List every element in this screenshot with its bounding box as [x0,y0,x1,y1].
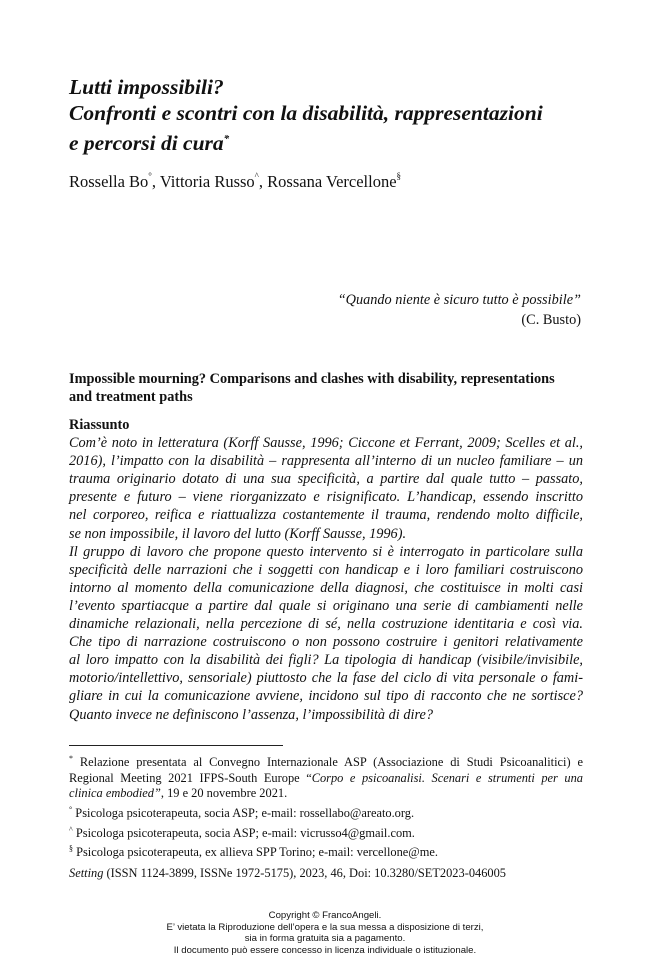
abstract-line: se non impossibile, il lavoro del lutto (Korff Sausse, 1996). [69,525,407,542]
abstract-line: nel corporeo, reifica e riattualizza costantemente il trauma, rendendo molto difficile, [69,507,583,524]
abstract [69,416,583,724]
citation-details: (ISSN 1124-3899, ISSNe 1972-5175), 2023, 46, Doi: 10.3280/SET2023-046005 [103,866,506,880]
author-3-mark: § [396,170,402,181]
abstract-body [69,434,583,724]
footnote-3: ^ Psicologa psicoterapeuta, socia ASP; e-mail: vicrusso4@gmail.com. [69,824,415,840]
abstract-line: al loro impatto con la disabilità dei figli? La tipologia di handicap (visibile/invisibile, [69,652,583,669]
title-line-3: e percorsi di cura* [69,131,230,156]
epigraph [338,290,581,330]
abstract-line: motorio/intellettivo, sensoriale) piuttosto che la fase del ciclo di vita personale o fami- [69,670,583,687]
author-1-name: Rossella Bo [69,172,149,191]
abstract-line: l’evento spartiacque a partire dal quale si originano una serie di cambiamenti nelle [69,597,583,614]
abstract-line: Com’è noto in letteratura (Korff Sausse, 1996; Ciccone et Ferrant, 2009; Scelles et al., [69,435,583,452]
title-footnote-marker[interactable]: * [223,133,230,145]
article-title [69,74,589,156]
footnote-1-mark: * [69,754,73,763]
abstract-line: trauma originario dotato di una sua specificità, a partire dal quale tutto – passato, [69,471,583,488]
author-1-mark: ° [148,170,152,181]
abstract-line: Il gruppo di lavoro che propone questo intervento si è interrogato in particolare sulla [69,543,583,560]
abstract-line: intorno al momento della comunicazione della diagnosi, che costituisce in molti casi [69,579,583,596]
footnote-2: ° Psicologa psicoterapeuta, socia ASP; e-mail: rossellabo@areato.org. [69,804,415,821]
journal-citation [69,866,506,881]
epigraph-quote: “Quando niente è sicuro tutto è possibile” [337,292,581,308]
abstract-line: specificità delle narrazioni che i soggetti con handicap e i loro familiari costruiscono [69,561,583,578]
copyright-notice: Copyright © FrancoAngeli. E’ vietata la Riproduzione dell’opera e la sua messa a disposizione di terzi, sia in forma gratuita sia a pagamento. Il documento può essere concesso in licenza individuale o istituzionale. [166,910,484,956]
title-line-2: Confronti e scontri con la disabilità, rappresentazioni [69,101,543,125]
authors-line: Rossella Bo°, Vittoria Russo^, Rossana Vercellone§ [69,170,402,191]
english-title [69,370,583,406]
journal-name: Setting [69,866,104,880]
footnote-1: * Relazione presentata al Convegno Internazionale ASP (Associazione di Studi Psicoanalitici) e Regional Meeting 2021 IFPS-South Europe “Corpo e psicoanalisi. Scenari e strumenti per una clinica embodied”, 19 e 20 novembre 2021. [69,754,583,801]
author-3-name: Rossana Vercellone [267,172,397,191]
abstract-line: Che tipo di narrazione costruiscono o non possono costruire i genitori relativamente [69,634,583,651]
footnotes [69,751,583,861]
abstract-line: presente e futuro – viene riorganizzato e risignificato. L’handicap, essendo inscritto [69,489,583,506]
abstract-heading: Riassunto [69,417,130,433]
footnote-separator [69,745,283,746]
footnote-4: § Psicologa psicoterapeuta, ex allieva SPP Torino; e-mail: vercellone@me. [69,844,438,860]
author-2-name: Vittoria Russo [159,172,255,191]
abstract-line: 2016), l’impatto con la disabilità – rappresenta all’interno di un nucleo familiare – un [69,453,583,470]
abstract-line: dinamiche relazionali, nella percezione di sé, nella costruzione identitaria e così via. [69,616,583,633]
epigraph-source: (C. Busto) [521,312,581,328]
title-line-1: Lutti impossibili? [69,75,224,99]
abstract-line: Quanto invece ne definiscono l’assenza, l’impossibilità di dire? [69,706,433,723]
english-title-line-1: Impossible mourning? Comparisons and clashes with disability, representations [69,371,555,387]
author-2-mark: ^ [254,170,259,181]
english-title-line-2: and treatment paths [69,389,193,405]
abstract-line: gliare in cui la comunicazione avviene, incidono sul tipo di racconto che ne sortisce? [69,688,583,705]
